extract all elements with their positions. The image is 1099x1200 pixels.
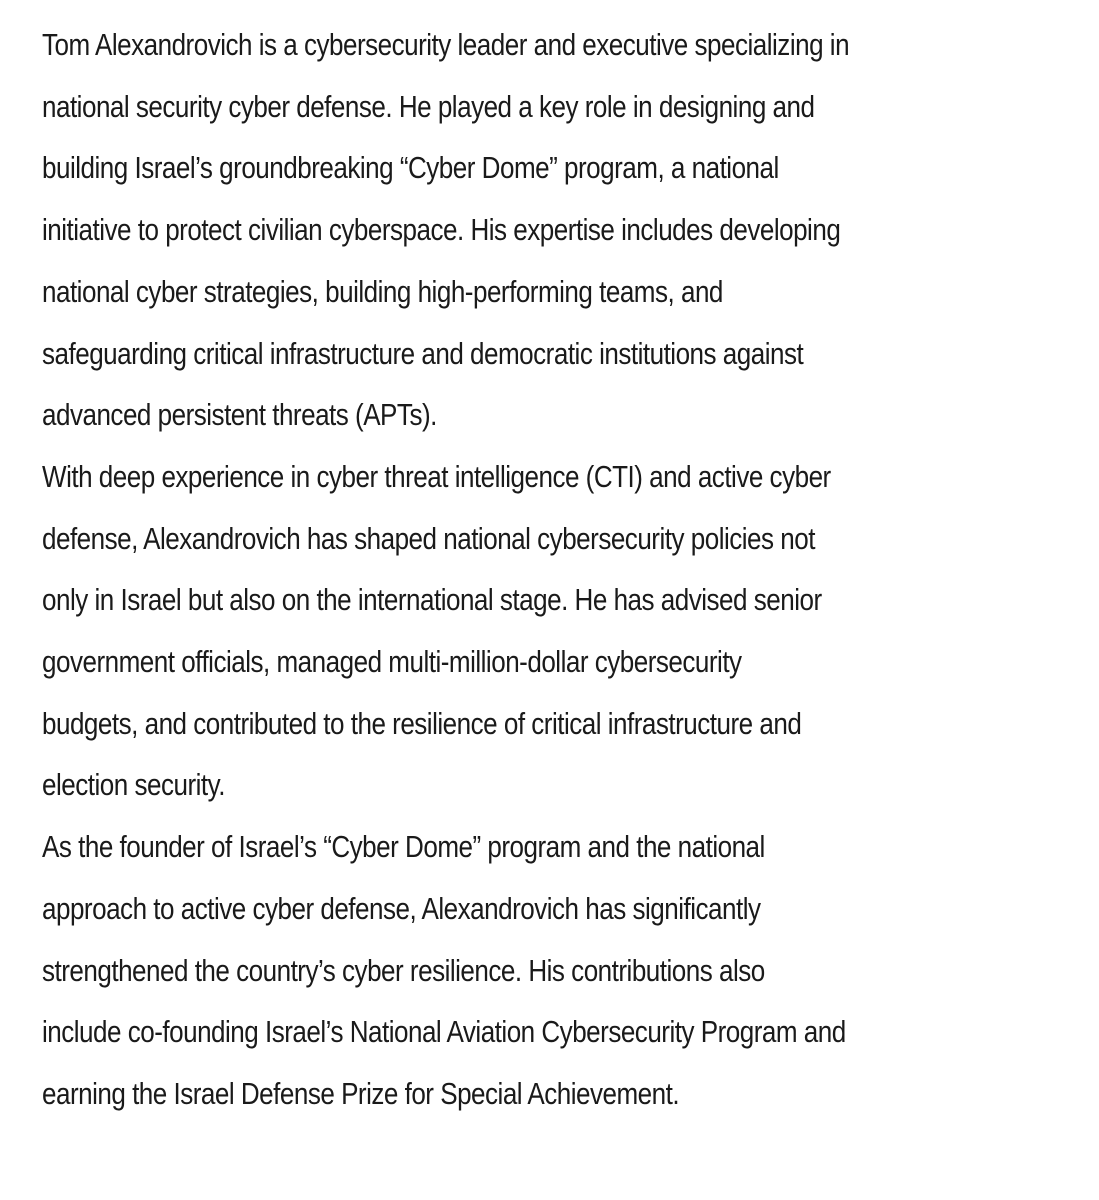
text-line: national cyber strategies, building high-performing teams, and [42, 273, 723, 309]
text-line: building Israel’s groundbreaking “Cyber Dome” program, a national [42, 150, 779, 186]
text-line: strengthened the country’s cyber resilience. His contributions also [42, 952, 765, 988]
text-line: only in Israel but also on the international stage. He has advised senior [42, 582, 822, 618]
text-line: safeguarding critical infrastructure and democratic institutions against [42, 335, 804, 371]
text-line: government officials, managed multi-million-dollar cybersecurity [42, 644, 742, 680]
bio-text [42, 14, 1072, 1125]
paragraph [42, 816, 1072, 1125]
text-line: With deep experience in cyber threat intelligence (CTI) and active cyber [42, 458, 831, 494]
text-line: defense, Alexandrovich has shaped national cybersecurity policies not [42, 520, 815, 556]
text-line: election security. [42, 767, 225, 803]
text-line: earning the Israel Defense Prize for Special Achievement. [42, 1075, 680, 1111]
text-line: national security cyber defense. He played a key role in designing and [42, 88, 815, 124]
paragraph [42, 446, 1072, 816]
paragraph [42, 14, 1072, 446]
text-line: approach to active cyber defense, Alexandrovich has significantly [42, 890, 761, 926]
text-line: Tom Alexandrovich is a cybersecurity leader and executive specializing in [42, 27, 850, 62]
text-line: initiative to protect civilian cyberspace. His expertise includes developing [42, 212, 841, 248]
text-line: As the founder of Israel’s “Cyber Dome” program and the national [42, 829, 765, 865]
text-line: include co-founding Israel’s National Aviation Cybersecurity Program and [42, 1014, 846, 1050]
text-line: budgets, and contributed to the resilience of critical infrastructure and [42, 705, 802, 741]
text-line: advanced persistent threats (APTs). [42, 397, 437, 433]
